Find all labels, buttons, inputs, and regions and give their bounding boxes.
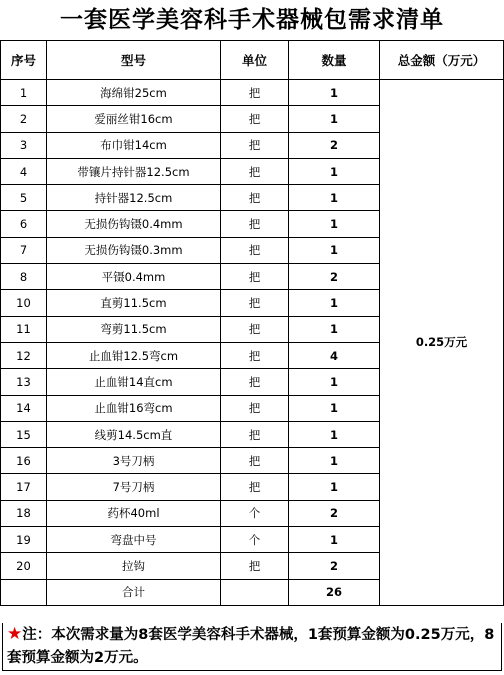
row-qty-cell: 1 — [289, 185, 380, 211]
row-unit-cell: 个 — [221, 500, 289, 526]
row-model-cell: 海绵钳25cm — [47, 80, 221, 106]
row-no-cell: 14 — [1, 395, 47, 421]
table-body — [1, 80, 504, 606]
row-no-cell: 16 — [1, 448, 47, 474]
row-unit-cell: 把 — [221, 395, 289, 421]
row-qty-cell: 1 — [289, 448, 380, 474]
header-model: 型号 — [47, 41, 221, 80]
row-no-cell: 5 — [1, 185, 47, 211]
sum-label: 合计 — [47, 579, 221, 605]
row-model-cell: 持针器12.5cm — [47, 185, 221, 211]
row-unit-cell: 把 — [221, 264, 289, 290]
row-unit-cell: 把 — [221, 342, 289, 368]
page-title: 一套医学美容科手术器械包需求清单 — [60, 7, 444, 33]
row-qty-cell: 2 — [289, 264, 380, 290]
row-unit-cell: 把 — [221, 237, 289, 263]
equipment-table — [0, 40, 504, 606]
row-unit-cell: 把 — [221, 80, 289, 106]
row-no-cell: 11 — [1, 316, 47, 342]
row-unit-cell: 把 — [221, 421, 289, 447]
row-model-cell: 弯剪11.5cm — [47, 316, 221, 342]
row-no-cell: 2 — [1, 106, 47, 132]
row-qty-cell: 1 — [289, 316, 380, 342]
row-qty-cell: 1 — [289, 290, 380, 316]
table-row — [1, 80, 504, 106]
row-qty-cell: 1 — [289, 80, 380, 106]
row-model-cell: 止血钳14直cm — [47, 369, 221, 395]
row-no-cell: 4 — [1, 158, 47, 184]
row-unit-cell: 把 — [221, 106, 289, 132]
row-unit-cell: 把 — [221, 448, 289, 474]
row-model-cell: 无损伤钩镊0.4mm — [47, 211, 221, 237]
row-model-cell: 布巾钳14cm — [47, 132, 221, 158]
total-amount-cell: 0.25万元 — [380, 80, 504, 606]
row-no-cell: 8 — [1, 264, 47, 290]
row-qty-cell: 4 — [289, 342, 380, 368]
row-unit-cell: 把 — [221, 369, 289, 395]
row-model-cell: 无损伤钩镊0.3mm — [47, 237, 221, 263]
row-qty-cell: 2 — [289, 553, 380, 579]
row-no-cell: 6 — [1, 211, 47, 237]
row-qty-cell: 1 — [289, 527, 380, 553]
row-no-cell: 13 — [1, 369, 47, 395]
row-no-cell: 19 — [1, 527, 47, 553]
header-qty: 数量 — [289, 41, 380, 80]
row-unit-cell: 把 — [221, 132, 289, 158]
sum-row-unit-cell — [221, 579, 289, 605]
row-model-cell: 药杯40ml — [47, 500, 221, 526]
row-qty-cell: 1 — [289, 474, 380, 500]
row-no-cell: 15 — [1, 421, 47, 447]
row-unit-cell: 把 — [221, 185, 289, 211]
row-model-cell: 平镊0.4mm — [47, 264, 221, 290]
sum-row-empty-cell — [1, 579, 47, 605]
row-qty-cell: 1 — [289, 106, 380, 132]
row-qty-cell: 1 — [289, 395, 380, 421]
header-unit: 单位 — [221, 41, 289, 80]
row-no-cell: 17 — [1, 474, 47, 500]
row-unit-cell: 把 — [221, 316, 289, 342]
header-total: 总金额（万元） — [380, 41, 504, 80]
row-no-cell: 3 — [1, 132, 47, 158]
row-unit-cell: 把 — [221, 553, 289, 579]
table-header-row — [1, 41, 504, 80]
row-no-cell: 18 — [1, 500, 47, 526]
row-qty-cell: 1 — [289, 211, 380, 237]
row-model-cell: 线剪14.5cm直 — [47, 421, 221, 447]
row-unit-cell: 把 — [221, 211, 289, 237]
row-model-cell: 带镶片持针器12.5cm — [47, 158, 221, 184]
row-qty-cell: 1 — [289, 237, 380, 263]
row-unit-cell: 把 — [221, 158, 289, 184]
row-model-cell: 弯盘中号 — [47, 527, 221, 553]
row-model-cell: 3号刀柄 — [47, 448, 221, 474]
row-qty-cell: 2 — [289, 500, 380, 526]
header-no: 序号 — [1, 41, 47, 80]
row-model-cell: 止血钳12.5弯cm — [47, 342, 221, 368]
row-model-cell: 止血钳16弯cm — [47, 395, 221, 421]
red-star-icon: ★ — [7, 624, 23, 644]
row-no-cell: 7 — [1, 237, 47, 263]
row-unit-cell: 把 — [221, 290, 289, 316]
row-no-cell: 20 — [1, 553, 47, 579]
row-no-cell: 10 — [1, 290, 47, 316]
row-qty-cell: 2 — [289, 132, 380, 158]
row-model-cell: 直剪11.5cm — [47, 290, 221, 316]
row-model-cell: 拉钩 — [47, 553, 221, 579]
note-box — [2, 623, 502, 671]
row-no-cell: 12 — [1, 342, 47, 368]
row-qty-cell: 1 — [289, 369, 380, 395]
row-model-cell: 爱丽丝钳16cm — [47, 106, 221, 132]
note-text: 注：本次需求量为8套医学美容科手术器械，1套预算金额为0.25万元，8套预算金额为2万元。 — [7, 627, 495, 666]
row-model-cell: 7号刀柄 — [47, 474, 221, 500]
row-unit-cell: 个 — [221, 527, 289, 553]
row-qty-cell: 1 — [289, 421, 380, 447]
sum-qty: 26 — [289, 579, 380, 605]
row-qty-cell: 1 — [289, 158, 380, 184]
row-no-cell: 1 — [1, 80, 47, 106]
row-unit-cell: 把 — [221, 474, 289, 500]
